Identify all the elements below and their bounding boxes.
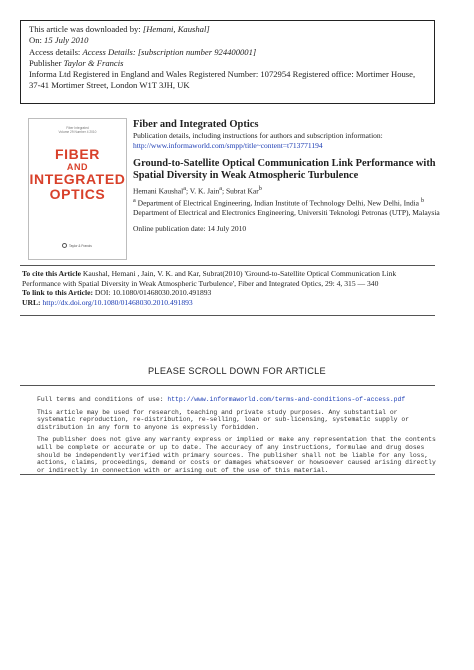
- cover-title-line: AND: [66, 162, 89, 172]
- affiliation-a: $^a$ Department of Electrical Engineering, Indian Institute of Technology Delhi, New Delhi, India $^b$: [133, 196, 424, 208]
- publisher-line: [29, 58, 426, 69]
- cover-volume: Volume 29 Number 4 2010: [58, 130, 97, 134]
- cover-title-line: FIBER: [55, 146, 100, 162]
- divider: [20, 265, 435, 266]
- terms-link[interactable]: http://www.informaworld.com/terms-and-conditions-of-access.pdf: [167, 396, 406, 403]
- downloaded-by-line: [29, 24, 426, 35]
- affiliation-b: [133, 208, 453, 217]
- cover-header: [29, 126, 126, 134]
- doi-text: DOI: 10.1080/01468030.2010.491893: [94, 288, 212, 298]
- cover-journal-name: Fiber Integrated: [66, 126, 89, 130]
- divider: [20, 474, 435, 475]
- publisher-logo-icon: [62, 243, 67, 248]
- downloader-name: [Hemani, Kaushal]: [142, 24, 210, 34]
- authors: Hemani Kaushal$^a$; V. K. Jain$^a$; Subrat Kar$^b$: [133, 184, 262, 196]
- link-label: To link to this Article:: [22, 288, 95, 298]
- publisher-logo: [62, 243, 92, 248]
- affiliation-text: Department of Electrical and Electronics Engineering, Universiti Teknologi Petronas (UTP), Malaysia: [133, 207, 440, 217]
- terms-disclaimer: The publisher does not give any warranty express or implied or make any representation that the contents will be complete or accurate or up to date. The accuracy of any instructions, formulae and drug doses should be independently verified with primary sources. The publisher shall not be liable for any loss, actions, claims, proceedings, demand or costs or damages whatsoever or howsoever caused arising directly or indirectly in connection with or arising out of the use of this material.: [37, 436, 436, 474]
- citation-block: [22, 269, 432, 307]
- publisher-logo-text: Taylor & Francis: [69, 243, 92, 248]
- publication-details: Publication details, including instructions for authors and subscription information:: [133, 131, 383, 140]
- publisher-name: Taylor & Francis: [63, 57, 124, 68]
- download-date-line: [29, 35, 426, 46]
- doi-link[interactable]: http://dx.doi.org/10.1080/01468030.2010.491893: [42, 297, 193, 307]
- cite-line: [22, 269, 432, 288]
- terms-link-line: [37, 396, 437, 404]
- author-name: ; Subrat Kar: [222, 186, 259, 196]
- author-name: ; V. K. Jain: [185, 186, 220, 196]
- online-publication-date: Online publication date: 14 July 2010: [133, 224, 247, 234]
- url-line: [22, 298, 432, 308]
- registration-line: Informa Ltd Registered in England and Wales Registered Number: 1072954 Registered office: Mortimer House, 37-41 Mortimer Street, London W1T 3JH, UK: [29, 69, 416, 91]
- article-title: Ground-to-Satellite Optical Communication Link Performance with Spatial Diversity in Weak Atmospheric Turbulence: [133, 158, 436, 182]
- access-details-line: [29, 47, 426, 58]
- url-label: URL:: [22, 297, 43, 307]
- cover-title-line: INTEGRATED: [29, 171, 126, 187]
- scroll-notice: PLEASE SCROLL DOWN FOR ARTICLE: [148, 366, 326, 376]
- label: On:: [29, 35, 45, 46]
- journal-title: Fiber and Integrated Optics: [133, 119, 259, 130]
- divider: [20, 385, 435, 386]
- affiliation-text: Department of Electrical Engineering, Indian Institute of Technology Delhi, New Delhi, India: [137, 198, 419, 208]
- link-line: [22, 288, 432, 298]
- terms-usage: This article may be used for research, teaching and private study purposes. Any substantial or systematic reproduction, re-distribution, re-selling, loan or sub-licensing, systematic supply or distribution in any form to anyone is expressly forbidden.: [37, 408, 409, 431]
- terms-block: [37, 396, 437, 479]
- download-info-box: [20, 20, 435, 104]
- cover-title-line: OPTICS: [49, 186, 106, 202]
- cite-text: Kaushal, Hemani , Jain, V. K. and Kar, Subrat(2010) 'Ground-to-Satellite Optical Communication Link Performance with Spatial Diversity in Weak Atmospheric Turbulence', Fiber and Integrated Optics, 29: 4, 315 — 340: [22, 269, 397, 288]
- journal-link[interactable]: http://www.informaworld.com/smpp/title~content=t713771194: [133, 140, 323, 150]
- divider: [20, 315, 435, 316]
- cover-title: [29, 147, 126, 202]
- access-details: Access Details: [subscription number 924400001]: [82, 46, 257, 57]
- journal-cover-image: [28, 118, 127, 260]
- terms-label: Full terms and conditions of use:: [37, 396, 168, 403]
- author-name: Hemani Kaushal: [133, 186, 184, 196]
- article-info: [133, 119, 453, 234]
- download-date: 15 July 2010: [44, 35, 89, 46]
- label: Access details:: [29, 46, 83, 57]
- label: Publisher: [29, 57, 64, 68]
- cite-label: To cite this Article: [22, 269, 81, 278]
- label: This article was downloaded by:: [29, 24, 143, 34]
